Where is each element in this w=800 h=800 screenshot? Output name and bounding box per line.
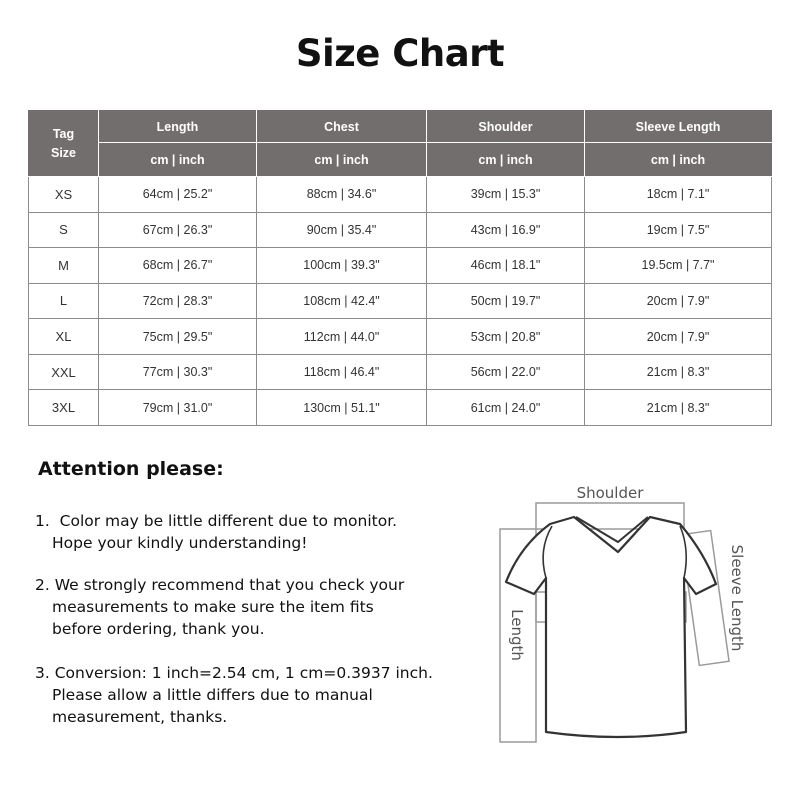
table-header-row: [29, 111, 772, 143]
chest-cell: 130cm | 51.1": [257, 390, 427, 426]
note-1: [35, 510, 397, 554]
sleeve-cell: 18cm | 7.1": [585, 177, 772, 213]
table-row: [29, 283, 772, 319]
sleeve-cell: 20cm | 7.9": [585, 319, 772, 355]
shoulder-cell: 43cm | 16.9": [427, 212, 585, 248]
table-row: [29, 212, 772, 248]
chest-cell: 108cm | 42.4": [257, 283, 427, 319]
length-cell: 68cm | 26.7": [99, 248, 257, 284]
shoulder-cell: 46cm | 18.1": [427, 248, 585, 284]
shoulder-cell: 53cm | 20.8": [427, 319, 585, 355]
size-cell: S: [29, 212, 99, 248]
shoulder-cell: 39cm | 15.3": [427, 177, 585, 213]
sleeve-cell: 19cm | 7.5": [585, 212, 772, 248]
chest-cell: 88cm | 34.6": [257, 177, 427, 213]
page-title: Size Chart: [295, 32, 505, 75]
length-cell: 72cm | 28.3": [99, 283, 257, 319]
shoulder-cell: 50cm | 19.7": [427, 283, 585, 319]
note-2: [35, 574, 404, 640]
length-label: Length: [508, 609, 526, 661]
note-line: before ordering, thank you.: [52, 620, 265, 638]
table-row: [29, 390, 772, 426]
size-cell: XS: [29, 177, 99, 213]
shoulder-cell: 56cm | 22.0": [427, 354, 585, 390]
length-cell: 67cm | 26.3": [99, 212, 257, 248]
tag-header-line1: Tag: [52, 126, 75, 141]
size-cell: L: [29, 283, 99, 319]
length-cell: 75cm | 29.5": [99, 319, 257, 355]
note-line: Hope your kindly understanding!: [52, 534, 308, 552]
size-cell: 3XL: [29, 390, 99, 426]
note-line: Please allow a little differs due to manual: [52, 686, 373, 704]
length-cell: 64cm | 25.2": [99, 177, 257, 213]
chest-cell: 100cm | 39.3": [257, 248, 427, 284]
tshirt-measurement-diagram: [490, 480, 750, 750]
table-row: [29, 177, 772, 213]
size-cell: M: [29, 248, 99, 284]
attention-heading: Attention please:: [38, 458, 224, 480]
size-cell: XXL: [29, 354, 99, 390]
size-cell: XL: [29, 319, 99, 355]
chest-header: Chest: [257, 111, 427, 143]
note-line: 1. Color may be little different due to monitor.: [35, 512, 398, 530]
unit-label: cm | inch: [257, 143, 427, 177]
table-unit-row: [29, 143, 772, 177]
unit-label: cm | inch: [585, 143, 772, 177]
note-line: 3. Conversion: 1 inch=2.54 cm, 1 cm=0.3937 inch.: [35, 664, 433, 682]
tag-size-header: [29, 111, 99, 177]
sleeve-cell: 21cm | 8.3": [585, 354, 772, 390]
tag-header-line2: Size: [50, 145, 76, 160]
chest-cell: 118cm | 46.4": [257, 354, 427, 390]
sleeve-length-label: Sleeve Length: [728, 544, 746, 652]
length-cell: 79cm | 31.0": [99, 390, 257, 426]
shoulder-header: Shoulder: [427, 111, 585, 143]
unit-label: cm | inch: [99, 143, 257, 177]
chest-cell: 90cm | 35.4": [257, 212, 427, 248]
note-line: measurement, thanks.: [52, 708, 228, 726]
sleeve-cell: 21cm | 8.3": [585, 390, 772, 426]
table-row: [29, 248, 772, 284]
sleeve-cell: 19.5cm | 7.7": [585, 248, 772, 284]
note-3: [35, 662, 433, 728]
chest-cell: 112cm | 44.0": [257, 319, 427, 355]
shoulder-cell: 61cm | 24.0": [427, 390, 585, 426]
note-line: 2. We strongly recommend that you check your: [35, 576, 405, 594]
length-cell: 77cm | 30.3": [99, 354, 257, 390]
table-row: [29, 354, 772, 390]
unit-label: cm | inch: [427, 143, 585, 177]
sleeve-cell: 20cm | 7.9": [585, 283, 772, 319]
sleeve-length-header: Sleeve Length: [585, 111, 772, 143]
size-table: [28, 110, 772, 426]
table-row: [29, 319, 772, 355]
note-line: measurements to make sure the item fits: [52, 598, 374, 616]
length-header: Length: [99, 111, 257, 143]
tshirt-outline: [506, 517, 716, 737]
shoulder-label: Shoulder: [576, 484, 644, 502]
